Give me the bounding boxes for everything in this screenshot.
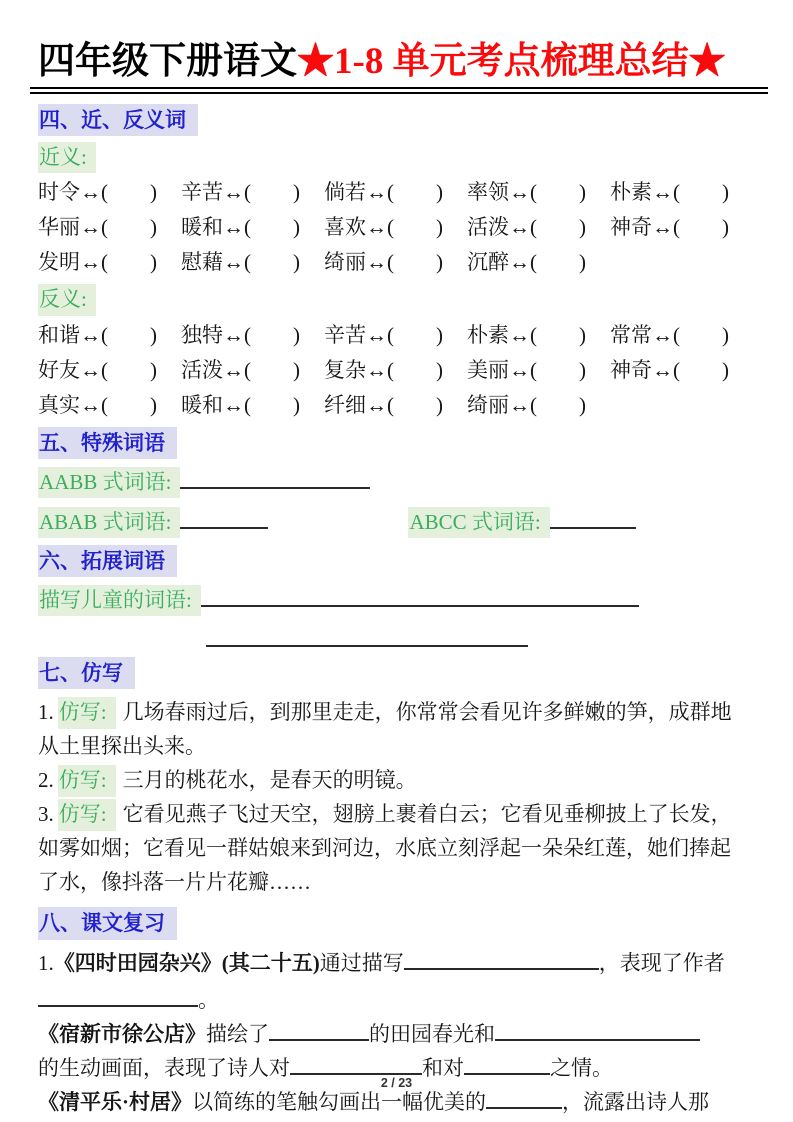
aabb-label: AABB 式词语: (38, 467, 180, 498)
section-eight-header: 八、课文复习 (38, 907, 177, 939)
review-text: 之情。 (550, 1055, 613, 1080)
abab-abcc-row (38, 505, 755, 539)
poem-title: 《清平乐·村居》 (38, 1089, 193, 1114)
imitation-item-1-line-2 (38, 729, 755, 763)
section-four-header: 四、近、反义词 (38, 104, 198, 136)
word-pair: 华丽↔( ) (38, 215, 157, 240)
section-five-header: 五、特殊词语 (38, 427, 177, 459)
imitation-item-3-line-1 (38, 797, 755, 831)
section-five (38, 427, 755, 459)
antonym-row-2 (38, 353, 755, 388)
review-answer-blank (290, 1055, 422, 1075)
imitation-text: 它看见燕子飞过天空，翅膀上裹着白云；它看见垂柳披上了长发， (122, 802, 732, 827)
page-number: 2 / 23 (380, 1076, 413, 1090)
section-seven (38, 657, 755, 689)
page-title-black: 四年级下册语文 (38, 41, 297, 82)
review-item-1-line-2 (38, 983, 755, 1017)
section-six (38, 545, 755, 577)
page-title-red: ★1-8 单元考点梳理总结★ (297, 41, 726, 82)
antonym-label-row (38, 284, 755, 315)
title-divider (30, 87, 768, 94)
review-text: 的生动画面，表现了诗人对 (38, 1055, 290, 1080)
word-pair: 独特↔( ) (181, 322, 300, 347)
word-pair: 发明↔( ) (38, 250, 157, 275)
word-pair: 暖和↔( ) (181, 215, 300, 240)
word-pair: 活泼↔( ) (467, 215, 586, 240)
word-pair: 绮丽↔( ) (467, 392, 586, 417)
synonym-row-1 (38, 175, 755, 210)
imitation-text: 从土里探出头来。 (38, 734, 206, 759)
children-words-row (38, 583, 755, 617)
review-answer-blank (495, 1021, 700, 1041)
item-number: 1. (38, 700, 54, 725)
item-number: 2. (38, 768, 54, 793)
word-pair: 神奇↔( ) (610, 357, 729, 382)
review-text: ，流露出诗人那 (562, 1089, 710, 1114)
abcc-answer-blank (550, 509, 636, 529)
review-text: 的田园春光和 (369, 1021, 495, 1046)
imitation-item-2-line-1 (38, 763, 755, 797)
children-words-blank-1 (201, 587, 639, 607)
word-pair: 常常↔( ) (610, 322, 729, 347)
synonym-label-row (38, 142, 755, 173)
synonym-label: 近义: (38, 142, 96, 173)
imitation-text: 几场春雨过后，到那里走走，你常常会看见许多鲜嫩的笋，成群地 (122, 700, 732, 725)
review-item-2-line-1 (38, 1017, 755, 1051)
abab-label: ABAB 式词语: (38, 507, 180, 538)
imitation-label: 仿写: (58, 765, 116, 796)
word-pair: 时令↔( ) (38, 180, 157, 205)
review-text: 通过描写 (319, 950, 404, 975)
word-pair: 沉醉↔( ) (467, 250, 586, 275)
antonym-label: 反义: (38, 284, 96, 315)
synonym-row-3 (38, 245, 755, 280)
abab-answer-blank (180, 509, 268, 529)
imitation-text: 了水，像抖落一片片花瓣…… (38, 870, 311, 895)
section-seven-header: 七、仿写 (38, 657, 135, 689)
abcc-label: ABCC 式词语: (408, 507, 549, 538)
imitation-label: 仿写: (58, 799, 116, 830)
review-answer-blank (486, 1089, 562, 1109)
word-pair: 复杂↔( ) (324, 357, 443, 382)
review-text: 。 (198, 987, 219, 1012)
item-number: 3. (38, 802, 54, 827)
word-pair: 率领↔( ) (467, 180, 586, 205)
section-four (38, 104, 755, 136)
review-answer-blank (38, 987, 198, 1007)
review-text: 和对 (422, 1055, 464, 1080)
word-pair: 神奇↔( ) (610, 215, 729, 240)
children-words-label: 描写儿童的词语: (38, 585, 201, 616)
imitation-text: 三月的桃花水，是春天的明镜。 (122, 768, 417, 793)
word-pair: 纤细↔( ) (324, 392, 443, 417)
section-six-header: 六、拓展词语 (38, 545, 177, 577)
review-item-1-line-1 (38, 946, 755, 980)
review-answer-blank (404, 950, 599, 970)
review-answer-blank (464, 1055, 550, 1075)
imitation-label: 仿写: (58, 697, 116, 728)
imitation-text: 如雾如烟；它看见一群姑娘来到河边，水底立刻浮起一朵朵红莲，她们捧起 (38, 836, 731, 861)
word-pair: 好友↔( ) (38, 357, 157, 382)
imitation-item-3-line-3 (38, 865, 755, 899)
word-pair: 辛苦↔( ) (181, 180, 300, 205)
aabb-row (38, 465, 755, 499)
word-pair: 朴素↔( ) (610, 180, 729, 205)
word-pair: 辛苦↔( ) (324, 322, 443, 347)
poem-title: 《宿新市徐公店》 (38, 1021, 206, 1046)
children-words-row-2 (38, 617, 755, 647)
word-pair: 和谐↔( ) (38, 322, 157, 347)
review-text: ，表现了作者 (598, 950, 725, 975)
word-pair: 美丽↔( ) (467, 357, 586, 382)
imitation-item-1-line-1 (38, 695, 755, 729)
word-pair: 活泼↔( ) (181, 357, 300, 382)
antonym-row-3 (38, 388, 755, 423)
item-number: 1. (38, 950, 54, 975)
word-pair: 慰藉↔( ) (181, 250, 300, 275)
word-pair: 绮丽↔( ) (324, 250, 443, 275)
aabb-answer-blank (180, 469, 370, 489)
word-pair: 暖和↔( ) (181, 392, 300, 417)
synonym-row-2 (38, 210, 755, 245)
review-answer-blank (269, 1021, 369, 1041)
word-pair: 倘若↔( ) (324, 180, 443, 205)
word-pair: 喜欢↔( ) (324, 215, 443, 240)
word-pair: 真实↔( ) (38, 392, 157, 417)
poem-title: 《四时田园杂兴》(其二十五) (53, 950, 320, 975)
antonym-row-1 (38, 318, 755, 353)
children-words-blank-2 (206, 627, 528, 647)
section-eight (38, 907, 755, 939)
page-title (38, 40, 755, 84)
word-pair: 朴素↔( ) (467, 322, 586, 347)
review-text: 描绘了 (206, 1021, 269, 1046)
imitation-item-3-line-2 (38, 831, 755, 865)
review-text: 以简练的笔触勾画出一幅优美的 (192, 1089, 487, 1114)
